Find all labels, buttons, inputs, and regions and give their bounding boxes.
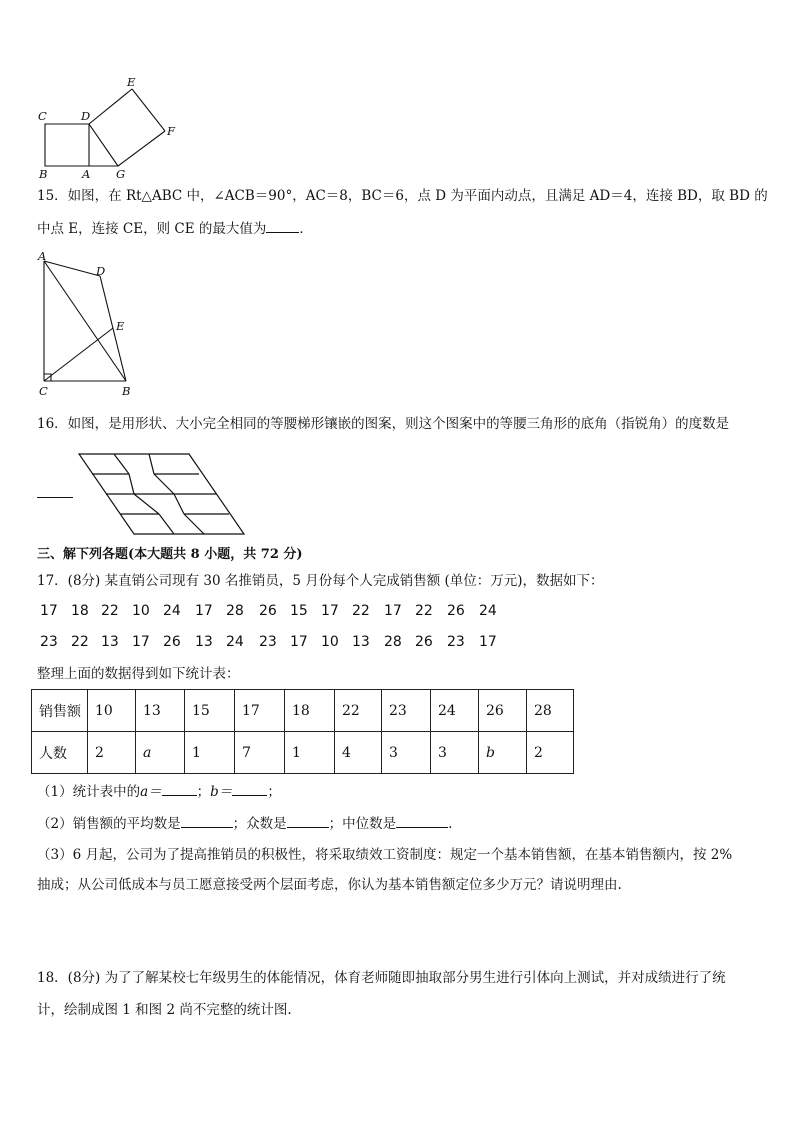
- table-cell: 17: [235, 690, 285, 732]
- q17-table-intro: 整理上面的数据得到如下统计表：: [37, 666, 240, 682]
- q17-blank-median[interactable]: [396, 813, 448, 828]
- label-E: E: [116, 319, 125, 333]
- data-value: 23: [40, 634, 58, 650]
- data-value: 10: [132, 603, 150, 619]
- table-cell: 7: [235, 732, 285, 774]
- table-row-sales: [32, 690, 574, 732]
- table-header-cell: 人数: [32, 732, 88, 774]
- q17-part2-mode-label: ；众数是: [232, 816, 287, 832]
- table-cell-b: b: [479, 732, 527, 774]
- data-value: 10: [321, 634, 339, 650]
- table-cell: 24: [431, 690, 479, 732]
- table-header-cell: 销售额: [32, 690, 88, 732]
- q17-part1-a-label: a＝: [140, 784, 162, 800]
- q18-line2: 计，绘制成图 1 和图 2 尚不完整的统计图.: [37, 1002, 292, 1018]
- table-cell: 2: [88, 732, 136, 774]
- data-value: 24: [226, 634, 244, 650]
- data-value: 17: [132, 634, 150, 650]
- data-value: 17: [479, 634, 497, 650]
- label-C: C: [39, 384, 48, 398]
- q15-line1: 15．如图，在 Rt△ABC 中，∠ACB＝90°，AC＝8，BC＝6，点 D 为平面内动点，且满足 AD＝4，连接 BD，取 BD 的: [37, 188, 768, 204]
- q15-answer-blank[interactable]: [266, 218, 299, 233]
- figure-q14: [30, 72, 190, 182]
- table-cell: 13: [136, 690, 185, 732]
- figure-q16: [74, 450, 254, 542]
- data-value: 13: [195, 634, 213, 650]
- q17-blank-a[interactable]: [162, 781, 197, 796]
- q17-part1-sep: ；: [196, 784, 211, 800]
- q17-intro: 17．(8分) 某直销公司现有 30 名推销员，5 月份每个人完成销售额 (单位：万元)，数据如下：: [37, 573, 604, 589]
- table-cell-a: a: [136, 732, 185, 774]
- q16-answer-blank[interactable]: [37, 497, 73, 498]
- label-B: B: [122, 384, 131, 398]
- q17-part3-line1: （3）6 月起，公司为了提高推销员的积极性，将采取绩效工资制度：规定一个基本销售额，在基本销售额内，按 2%: [37, 847, 733, 863]
- table-cell: 28: [527, 690, 574, 732]
- data-value: 23: [447, 634, 465, 650]
- data-value: 22: [71, 634, 89, 650]
- data-value: 24: [163, 603, 181, 619]
- data-value: 17: [290, 634, 308, 650]
- data-value: 26: [163, 634, 181, 650]
- q17-part1-end: ；: [267, 784, 281, 800]
- q17-part2-prefix: （2）销售额的平均数是: [37, 816, 181, 832]
- label-A: A: [38, 249, 47, 263]
- label-D: D: [96, 264, 106, 278]
- q17-blank-mode[interactable]: [287, 813, 329, 828]
- q17-part1-prefix: （1）统计表中的: [37, 784, 141, 800]
- label-F: F: [167, 124, 175, 138]
- label-C: C: [38, 109, 47, 123]
- label-G: G: [116, 167, 126, 181]
- data-value: 17: [321, 603, 339, 619]
- table-row-counts: [32, 732, 574, 774]
- q17-blank-mean[interactable]: [181, 813, 233, 828]
- table-cell: 15: [185, 690, 235, 732]
- table-cell: 2: [527, 732, 574, 774]
- label-B: B: [39, 167, 48, 181]
- data-value: 15: [290, 603, 308, 619]
- data-value: 23: [259, 634, 277, 650]
- q16-line1: 16．如图，是用形状、大小完全相同的等腰梯形镶嵌的图案，则这个图案中的等腰三角形的底角（指锐角）的度数是: [37, 416, 730, 432]
- table-cell: 3: [431, 732, 479, 774]
- data-value: 24: [479, 603, 497, 619]
- data-value: 18: [71, 603, 89, 619]
- q17-part3-line2: 抽成；从公司低成本与员工愿意接受两个层面考虑，你认为基本销售额定位多少万元？请说明理由.: [37, 877, 622, 893]
- data-value: 22: [352, 603, 370, 619]
- q17-part2: [37, 813, 452, 834]
- q17-part2-median-label: ；中位数是: [328, 816, 397, 832]
- q15-line2: [37, 218, 313, 239]
- data-value: 28: [384, 634, 402, 650]
- q17-blank-b[interactable]: [232, 781, 267, 796]
- table-cell: 4: [335, 732, 382, 774]
- q15-line2-end: ．: [299, 221, 313, 237]
- q18-line1: 18．(8分) 为了了解某校七年级男生的体能情况，体育老师随即抽取部分男生进行引体向上测试，并对成绩进行了统: [37, 970, 726, 986]
- section-3-heading: 三、解下列各题(本大题共 8 小题，共 72 分): [37, 547, 303, 562]
- data-value: 28: [226, 603, 244, 619]
- q17-part2-end: .: [448, 816, 453, 832]
- q17-stat-table: [31, 689, 574, 774]
- data-value: 26: [259, 603, 277, 619]
- table-cell: 1: [285, 732, 335, 774]
- data-value: 17: [195, 603, 213, 619]
- q15-line2-text: 中点 E，连接 CE，则 CE 的最大值为: [37, 221, 267, 237]
- data-value: 22: [415, 603, 433, 619]
- label-E: E: [127, 75, 136, 89]
- figure-q15: [32, 250, 142, 400]
- table-cell: 26: [479, 690, 527, 732]
- table-cell: 18: [285, 690, 335, 732]
- table-cell: 1: [185, 732, 235, 774]
- data-value: 17: [384, 603, 402, 619]
- data-value: 17: [40, 603, 58, 619]
- data-value: 26: [447, 603, 465, 619]
- q17-part1: [37, 781, 281, 802]
- q17-part1-b-label: b＝: [210, 784, 233, 800]
- data-value: 22: [101, 603, 119, 619]
- label-A: A: [82, 167, 91, 181]
- table-cell: 3: [382, 732, 431, 774]
- table-cell: 10: [88, 690, 136, 732]
- table-cell: 23: [382, 690, 431, 732]
- data-value: 13: [101, 634, 119, 650]
- data-value: 26: [415, 634, 433, 650]
- label-D: D: [81, 109, 91, 123]
- data-value: 13: [352, 634, 370, 650]
- table-cell: 22: [335, 690, 382, 732]
